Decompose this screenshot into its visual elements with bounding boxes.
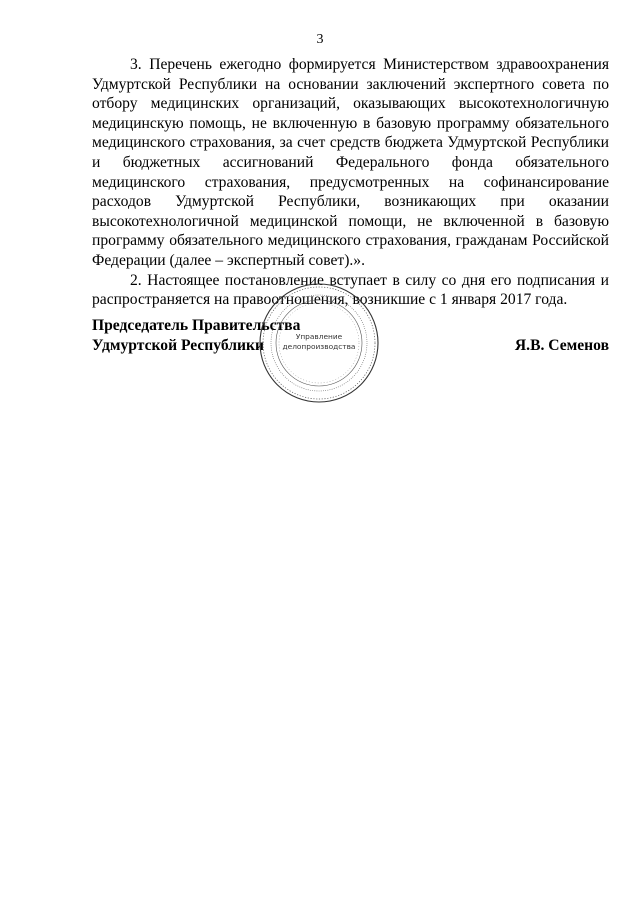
signatory-position-line-1: Председатель Правительства [92, 317, 301, 334]
paragraph-point-2: 2. Настоящее постановление вступает в силу со дня его подписания и распространяется на правоотношения, возникшие с 1 января 2017 года. [92, 271, 609, 309]
paragraph-item-3: 3. Перечень ежегодно формируется Министерством здравоохранения Удмуртской Республики на основании заключений экспертного совета по отбору медицинских организаций, оказывающих высокотехнологичную медицинскую помощь, не включенную в базовую программу обязательного медицинского страхования, за счет средств бюджета Удмуртской Республики и бюджетных ассигнований Федерального фонда обязательного медицинского страхования, предусмотренных на софинансирование расходов Удмуртской Республики, возникающих при оказании высокотехнологичной медицинской помощи, не включенной в базовую программу обязательного медицинского страхования, гражданам Российской Федерации (далее – экспертный совет).». [92, 56, 609, 269]
document-body [92, 55, 609, 310]
stamp-text-line-1: Управление [295, 332, 343, 341]
official-seal-stamp [258, 282, 380, 404]
signatory-position-line-2: Удмуртской Республики [92, 337, 264, 354]
stamp-text-line-2: делопроизводства [282, 342, 356, 351]
page-number: 3 [316, 32, 324, 47]
signatory-name: Я.В. Семенов [514, 337, 609, 354]
